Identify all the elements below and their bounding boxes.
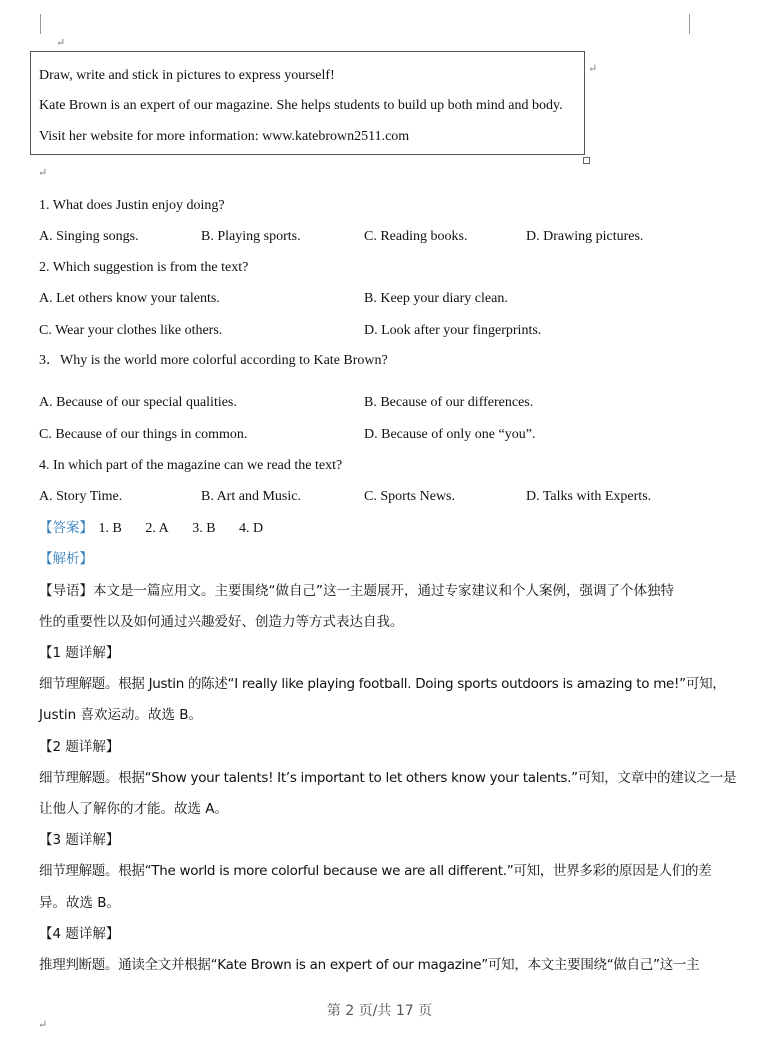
q4-option-d: D. Talks with Experts. bbox=[526, 489, 652, 504]
answer-item: 2. A bbox=[145, 521, 169, 536]
question-4: 4. In which part of the magazine can we read the text? bbox=[39, 458, 343, 473]
q3-option-d: D. Because of only one “you”. bbox=[364, 427, 536, 442]
q1-option-b: B. Playing sports. bbox=[201, 229, 301, 244]
guide-line-2: 性的重要性以及如何通过兴趣爱好、创造力等方式表达自我。 bbox=[39, 614, 404, 630]
question-1: 1. What does Justin enjoy doing? bbox=[39, 198, 225, 213]
detail-3-line-2: 异。故选 B。 bbox=[39, 895, 121, 911]
answer-line bbox=[39, 519, 283, 538]
box-line-3: Visit her website for more information: www.katebrown2511.com bbox=[39, 129, 410, 144]
box-line-2: Kate Brown is an expert of our magazine. She helps students to build up both mind and body. bbox=[39, 98, 563, 113]
paragraph-mark-icon: ↵ bbox=[588, 63, 598, 75]
q4-option-c: C. Sports News. bbox=[364, 489, 456, 504]
q3-option-a: A. Because of our special qualities. bbox=[39, 395, 237, 410]
q1-option-a: A. Singing songs. bbox=[39, 229, 139, 244]
page-footer: 第 2 页/共 17 页 bbox=[326, 1003, 433, 1019]
answer-item: 4. D bbox=[239, 521, 264, 536]
detail-1-title: 【1 题详解】 bbox=[39, 645, 120, 661]
q4-option-b: B. Art and Music. bbox=[201, 489, 301, 504]
q2-option-d: D. Look after your fingerprints. bbox=[364, 323, 542, 338]
detail-1-line-2: Justin 喜欢运动。故选 B。 bbox=[39, 707, 203, 723]
box-line-1: Draw, write and stick in pictures to express yourself! bbox=[39, 68, 335, 83]
detail-4-title: 【4 题详解】 bbox=[39, 926, 120, 942]
detail-3-title: 【3 题详解】 bbox=[39, 832, 120, 848]
q1-option-d: D. Drawing pictures. bbox=[526, 229, 644, 244]
paragraph-mark-icon: ↵ bbox=[38, 1019, 48, 1031]
q3-option-b: B. Because of our differences. bbox=[364, 395, 534, 410]
detail-1-line-1: 细节理解题。根据 Justin 的陈述“I really like playing football. Doing sports outdoors is amazing to me!”可知， bbox=[39, 676, 726, 692]
q1-option-c: C. Reading books. bbox=[364, 229, 468, 244]
q3-option-c: C. Because of our things in common. bbox=[39, 427, 248, 442]
question-2: 2. Which suggestion is from the text? bbox=[39, 260, 249, 275]
detail-4-line-1: 推理判断题。通读全文并根据“Kate Brown is an expert of our magazine”可知，本文主要围绕“做自己”这一主 bbox=[39, 957, 700, 973]
crop-mark-right bbox=[689, 14, 690, 34]
crop-mark-left bbox=[40, 14, 41, 34]
detail-2-line-2: 让他人了解你的才能。故选 A。 bbox=[39, 801, 229, 817]
info-text-box[interactable] bbox=[30, 51, 585, 155]
answer-label: 【答案】 bbox=[39, 520, 93, 536]
q2-option-a: A. Let others know your talents. bbox=[39, 291, 220, 306]
answer-item: 1. B bbox=[98, 521, 122, 536]
q2-option-b: B. Keep your diary clean. bbox=[364, 291, 508, 306]
detail-2-title: 【2 题详解】 bbox=[39, 739, 120, 755]
paragraph-mark-icon: ↵ bbox=[56, 37, 66, 49]
question-3: 3．Why is the world more colorful according to Kate Brown? bbox=[39, 353, 388, 368]
analysis-label: 【解析】 bbox=[39, 551, 93, 567]
detail-2-line-1: 细节理解题。根据“Show your talents! It’s important to let others know your talents.”可知，文章中的建议之一是 bbox=[39, 770, 737, 786]
answer-item: 3. B bbox=[192, 521, 216, 536]
q4-option-a: A. Story Time. bbox=[39, 489, 123, 504]
guide-line-1: 【导语】本文是一篇应用文。主要围绕“做自己”这一主题展开，通过专家建议和个人案例，强调了个体独特 bbox=[39, 583, 674, 599]
paragraph-mark-icon: ↵ bbox=[38, 167, 48, 179]
detail-3-line-1: 细节理解题。根据“The world is more colorful because we are all different.”可知，世界多彩的原因是人们的差 bbox=[39, 863, 712, 879]
resize-handle-icon[interactable] bbox=[583, 157, 590, 164]
q2-option-c: C. Wear your clothes like others. bbox=[39, 323, 223, 338]
